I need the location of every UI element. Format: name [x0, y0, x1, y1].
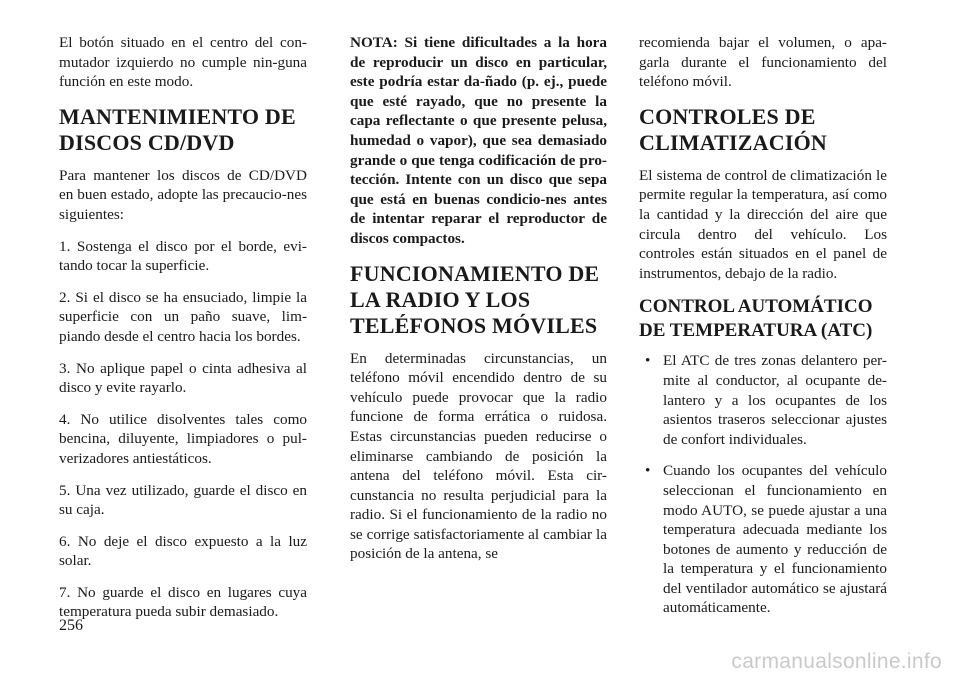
maintenance-step-2: 2. Si el disco se ha ensuciado, limpie la superficie con un paño suave, lim-piando desde el centro hacia los bordes.	[59, 288, 307, 345]
bullet-text: El ATC de tres zonas delantero per-mite al conductor, al ocupante de-lantero y a los ocupantes de los asientos traseros seleccionar ajustes de confort individuales.	[663, 352, 887, 448]
heading-atc: CONTROL AUTOMÁTICO DE TEMPERATURA (ATC)	[639, 296, 873, 342]
heading-cd-dvd-maintenance: MANTENIMIENTO DE DISCOS CD/DVD	[59, 103, 296, 155]
note-paragraph: NOTA: Si tiene dificultades a la hora de reproducir un disco en particular, este podría estar da-ñado (p. ej., puede que esté rayado, que no presente la capa reflectante o que presente pelusa, humedad o vapor), que sea demasiado grande o que tenga codificación de pro-tección. Intente con un disco que sepa que está en buenas condicio-nes antes de intentar reparar el reproductor de discos compactos.	[350, 34, 607, 247]
climate-paragraph: El sistema de control de climatización le permite regular la temperatura, así como la cantidad y la dirección del aire que circula dentro del vehículo. Los controles están situados en el panel de instrumentos, debajo de la radio.	[639, 166, 887, 282]
bullet-icon: •	[645, 352, 651, 370]
page-number: 256	[59, 617, 83, 634]
continued-paragraph: recomienda bajar el volumen, o apa-garla durante el funcionamiento del teléfono móvil.	[639, 34, 887, 91]
bullet-icon: •	[645, 462, 651, 480]
list-item	[639, 351, 887, 449]
heading-radio-mobile-phones: FUNCIONAMIENTO DE LA RADIO Y LOS TELÉFONOS MÓVILES	[350, 260, 600, 338]
maintenance-paragraph: Para mantener los discos de CD/DVD en buen estado, adopte las precaucio-nes siguientes:	[59, 166, 307, 223]
maintenance-step-1: 1. Sostenga el disco por el borde, evi-tando tocar la superficie.	[59, 237, 307, 275]
bullet-text: Cuando los ocupantes del vehículo seleccionan el funcionamiento en modo AUTO, se puede ajustar a una temperatura adecuada mediante los botones de aumento y reducción de la temperatura y el funcionamiento del ventilador automático se ajustará automáticamente.	[663, 462, 887, 617]
maintenance-step-6: 6. No deje el disco expuesto a la luz solar.	[59, 532, 307, 570]
heading-climate-controls: CONTROLES DE CLIMATIZACIÓN	[639, 103, 827, 155]
intro-paragraph: El botón situado en el centro del con-mutador izquierdo no cumple nin-guna función en este modo.	[59, 34, 307, 91]
column-1	[59, 33, 307, 634]
column-3	[639, 33, 887, 630]
maintenance-step-4: 4. No utilice disolventes tales como bencina, diluyente, limpiadores o pul-verizadores antiestáticos.	[59, 410, 307, 467]
maintenance-step-3: 3. No aplique papel o cinta adhesiva al disco y evite rayarlo.	[59, 359, 307, 397]
column-2	[350, 33, 607, 576]
watermark: carmanualsonline.info	[731, 650, 942, 673]
radio-paragraph: En determinadas circunstancias, un teléfono móvil encendido dentro de su vehículo puede provocar que la radio funcione de forma errática o ruidosa. Estas circunstancias pueden reducirse o eliminarse cambiando de posición la antena del teléfono móvil. Esta cir-cunstancia no resulta perjudicial para la radio. Si el funcionamiento de la radio no se corrige satisfactoriamente al cambiar la posición de la antena, se	[350, 349, 607, 563]
atc-bullet-list	[639, 351, 887, 618]
list-item	[639, 461, 887, 618]
maintenance-step-5: 5. Una vez utilizado, guarde el disco en su caja.	[59, 481, 307, 519]
maintenance-step-7: 7. No guarde el disco en lugares cuya temperatura pueda subir demasiado.	[59, 583, 307, 621]
